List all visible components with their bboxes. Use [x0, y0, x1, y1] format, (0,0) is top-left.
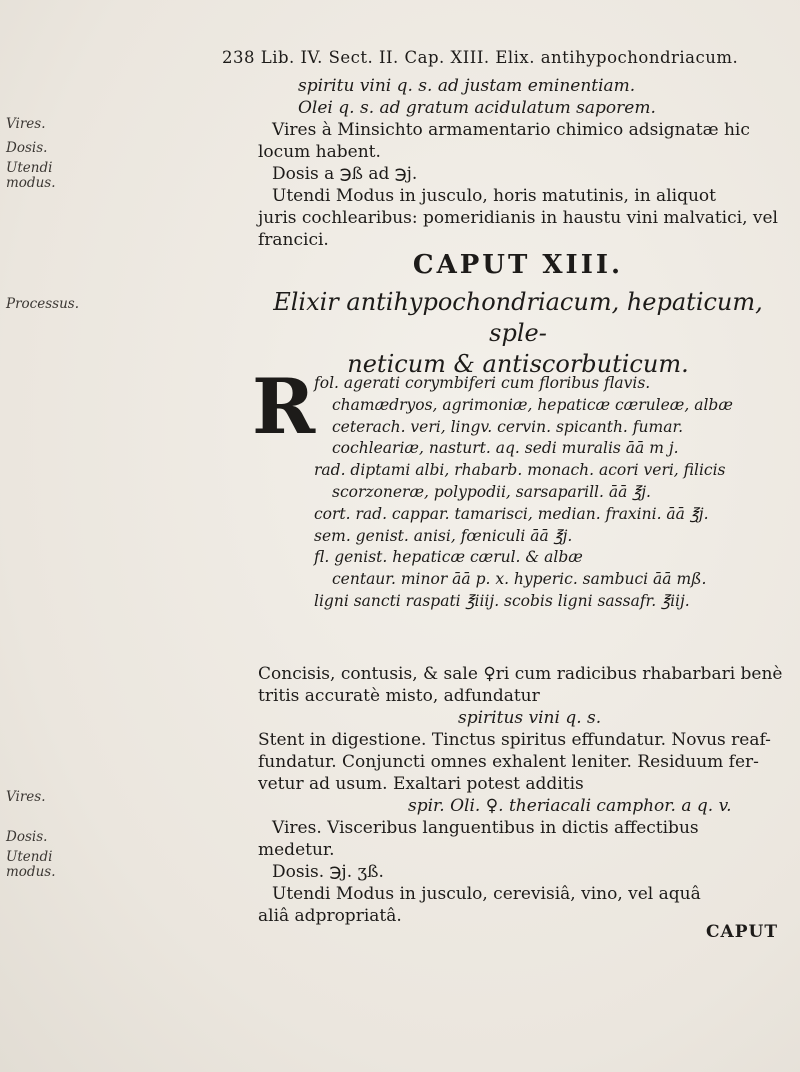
recipe-line: fol. agerati corymbiferi cum floribus flavis. — [314, 374, 651, 392]
catchword: CAPUT — [706, 922, 778, 942]
margin-note-utendi-line: Utendi — [6, 160, 53, 176]
text-line: spiritus vini q. s. — [458, 708, 602, 728]
text-line: Utendi Modus in jusculo, horis matutinis, in aliquot — [272, 186, 716, 206]
drop-cap: R — [252, 362, 316, 451]
text-line: Olei q. s. ad gratum acidulatum saporem. — [298, 98, 656, 118]
recipe-line: cort. rad. cappar. tamarisci, median. fraxini. āā ℥j. — [314, 504, 709, 523]
recipe-line: sem. genist. anisi, fœniculi āā ℥j. — [314, 526, 573, 545]
top-section — [258, 75, 778, 251]
recipe-line: scorzoneræ, polypodii, sarsaparill. āā ℥j. — [332, 482, 651, 501]
margin-note-utendi-line: Utendi — [6, 849, 53, 865]
chapter-heading: CAPUT XIII. — [412, 250, 624, 280]
recipe-line: rad. diptami albi, rhabarb. monach. acori veri, filicis — [314, 461, 726, 480]
margin-note-vires: Vires. — [6, 116, 46, 132]
running-head: 238 Lib. IV. Sect. II. Cap. XIII. Elix. antihypochondriacum. — [222, 48, 739, 67]
text-line: locum habent. — [258, 142, 381, 162]
margin-note-utendi — [6, 850, 56, 880]
recipe-title-line: Elixir antihypochondriacum, hepaticum, sple- — [273, 288, 763, 347]
recipe-title-line: neticum & antiscorbuticum. — [347, 350, 689, 378]
text-line: Vires. Visceribus languentibus in dictis affectibus — [272, 818, 699, 838]
margin-note-utendi-line: modus. — [6, 864, 56, 880]
text-line: Dosis a ℈ß ad ℈j. — [272, 164, 418, 184]
text-line: spiritu vini q. s. ad justam eminentiam. — [298, 76, 636, 96]
text-line: vetur ad usum. Exaltari potest additis — [258, 774, 584, 794]
page-body — [252, 75, 783, 942]
recipe-line: ligni sancti raspati ℥iiij. scobis ligni sassafr. ℥iij. — [314, 591, 690, 610]
margin-note-dosis: Dosis. — [6, 829, 48, 845]
recipe-line: centaur. minor āā p. x. hyperic. sambuci āā mß. — [332, 570, 707, 589]
procedure-section — [258, 663, 783, 943]
margin-note-utendi-line: modus. — [6, 175, 56, 191]
margin-note-vires: Vires. — [6, 789, 46, 805]
text-line: Vires à Minsichto armamentario chimico adsignatæ hic — [272, 120, 750, 140]
recipe-title — [258, 287, 778, 380]
recipe-line: fl. genist. hepaticæ cærul. & albæ — [314, 548, 583, 567]
recipe-line: cochleariæ, nasturt. aq. sedi muralis āā m j. — [332, 439, 679, 458]
recipe-line: ceterach. veri, lingv. cervin. spicanth. fumar. — [332, 417, 684, 436]
text-line: Stent in digestione. Tinctus spiritus effundatur. Novus reaf- — [258, 730, 771, 750]
text-line: fundatur. Conjuncti omnes exhalent leniter. Residuum fer- — [258, 752, 759, 772]
margin-note-utendi — [6, 161, 56, 191]
margin-note-processus: Processus. — [6, 296, 79, 312]
margin-note-dosis: Dosis. — [6, 140, 48, 156]
recipe-line: chamædryos, agrimoniæ, hepaticæ cæruleæ, albæ — [332, 395, 733, 414]
text-line: tritis accuratè misto, adfundatur — [258, 686, 540, 706]
text-line: juris cochlearibus: pomeridianis in haustu vini malvatici, vel — [258, 208, 778, 228]
text-line: medetur. — [258, 840, 335, 860]
text-line: spir. Oli. ♀. theriacali camphor. a q. v. — [408, 796, 732, 816]
text-line: aliâ adpropriatâ. — [258, 906, 402, 926]
text-line: francici. — [258, 230, 329, 250]
text-line: Utendi Modus in jusculo, cerevisiâ, vino, vel aquâ — [272, 884, 701, 904]
text-line: Concisis, contusis, & sale ♀ri cum radicibus rhabarbari benè — [258, 664, 783, 684]
text-line: Dosis. ℈j. ʒß. — [272, 862, 384, 882]
